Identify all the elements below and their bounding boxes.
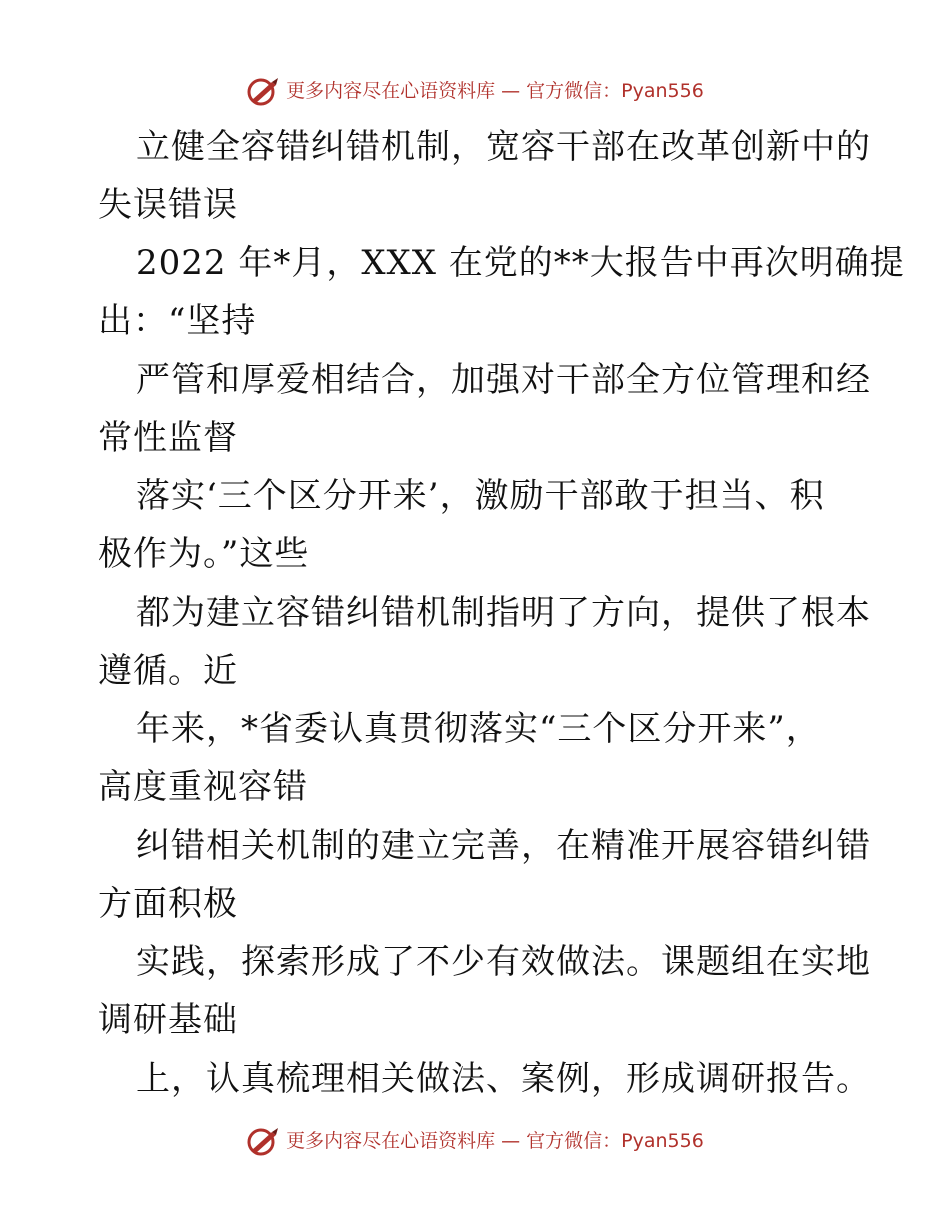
text-line: 高度重视容错 <box>98 767 308 807</box>
watermark-separator: — <box>501 80 521 102</box>
text-line: 方面积极 <box>98 884 238 924</box>
text-line: 常性监督 <box>98 418 238 458</box>
text-line: 严管和厚爱相结合，加强对干部全方位管理和经 <box>136 360 871 400</box>
text-line: 2022 年*月，XXX 在党的**大报告中再次明确提 <box>136 243 905 283</box>
text-line: 立健全容错纠错机制，宽容干部在改革创新中的 <box>136 127 871 167</box>
text-line: 出：“坚持 <box>98 301 257 341</box>
text-line: 上，认真梳理相关做法、案例，形成调研报告。 <box>136 1059 871 1099</box>
watermark-separator: — <box>501 1130 521 1152</box>
text-line: 失误错误 <box>98 185 238 225</box>
text-line: 都为建立容错纠错机制指明了方向，提供了根本 <box>136 593 871 633</box>
text-line: 调研基础 <box>98 1000 238 1040</box>
text-line: 极作为。”这些 <box>98 534 310 574</box>
watermark-text: 更多内容尽在心语资料库 <box>286 80 496 102</box>
text-line: 年来，*省委认真贯彻落实“三个区分开来”， <box>136 709 821 749</box>
watermark-text: 更多内容尽在心语资料库 <box>286 1130 496 1152</box>
pen-logo-icon <box>246 1126 280 1156</box>
footer-watermark <box>0 1126 950 1156</box>
text-line: 遵循。近 <box>98 651 238 691</box>
text-line: 纠错相关机制的建立完善，在精准开展容错纠错 <box>136 826 871 866</box>
watermark-wechat: 官方微信：Pyan556 <box>526 80 704 102</box>
text-line: 落实‘三个区分开来’，激励干部敢于担当、积 <box>136 476 825 516</box>
text-line: 实践，探索形成了不少有效做法。课题组在实地 <box>136 942 871 982</box>
watermark-wechat: 官方微信：Pyan556 <box>526 1130 704 1152</box>
